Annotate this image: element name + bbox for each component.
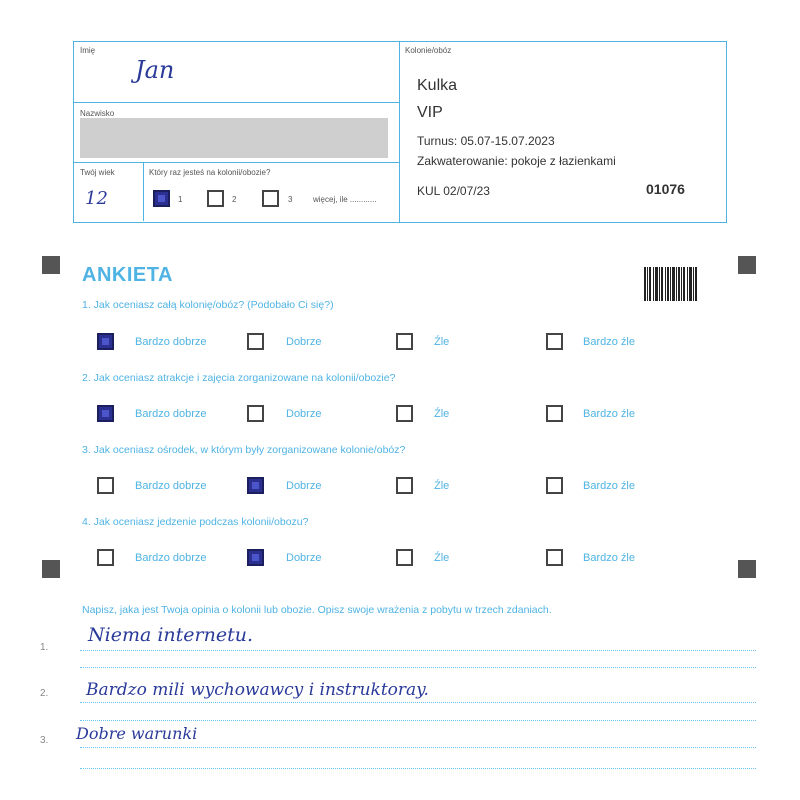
ktory-raz-label: Który raz jesteś na kolonii/obozie? xyxy=(149,168,271,177)
kolonie-label: Kolonie/obóz xyxy=(405,46,452,55)
q2-option-dobrze-label: Dobrze xyxy=(286,408,322,420)
q4-option-dobrze-checkbox[interactable] xyxy=(247,549,264,566)
q1-option-bardzo-zle-checkbox[interactable] xyxy=(546,333,563,350)
opinion-line-2-text[interactable]: Bardzo mili wychowawcy i instruktoray. xyxy=(86,680,429,700)
ktory-raz-checkbox-1[interactable] xyxy=(153,190,170,207)
header-divider-1 xyxy=(73,102,400,103)
q4-option-zle-label: Źle xyxy=(434,552,450,564)
wiek-label: Twój wiek xyxy=(80,168,115,177)
q3-option-bardzo-zle-label: Bardzo źle xyxy=(583,480,635,492)
q3-option-bardzo-dobrze-checkbox[interactable] xyxy=(97,477,114,494)
q4-option-zle-checkbox[interactable] xyxy=(396,549,413,566)
form-code: KUL 02/07/23 xyxy=(417,184,490,198)
nazwisko-redacted xyxy=(80,118,388,158)
q4-option-bardzo-dobrze-checkbox[interactable] xyxy=(97,549,114,566)
q1-option-zle-checkbox[interactable] xyxy=(396,333,413,350)
opinion-line-2-number: 2. xyxy=(40,688,49,699)
q2-option-bardzo-dobrze-checkbox[interactable] xyxy=(97,405,114,422)
imie-value[interactable]: Jan xyxy=(135,56,175,84)
ktory-raz-checkbox-2[interactable] xyxy=(207,190,224,207)
q4-option-bardzo-zle-label: Bardzo źle xyxy=(583,552,635,564)
header-divider-2 xyxy=(73,162,400,163)
ktory-raz-checkbox-3[interactable] xyxy=(262,190,279,207)
q1-option-dobrze-label: Dobrze xyxy=(286,336,322,348)
q1-option-bardzo-dobrze-label: Bardzo dobrze xyxy=(135,336,207,348)
imie-label: Imię xyxy=(80,46,96,55)
question-1-text: 1. Jak oceniasz całą kolonię/obóz? (Podobało Ci się?) xyxy=(82,299,334,311)
opinion-line-3-number: 3. xyxy=(40,735,49,746)
q2-option-dobrze-checkbox[interactable] xyxy=(247,405,264,422)
q1-option-zle-label: Źle xyxy=(434,336,450,348)
opinion-line-1-text[interactable]: Niema internetu. xyxy=(88,624,253,646)
opinion-line-3-text[interactable]: Dobre warunki xyxy=(76,724,198,743)
nazwisko-label: Nazwisko xyxy=(80,109,115,118)
q3-option-dobrze-label: Dobrze xyxy=(286,480,322,492)
q4-option-dobrze-label: Dobrze xyxy=(286,552,322,564)
opinion-line-2-rule xyxy=(80,702,756,703)
question-4-text: 4. Jak oceniasz jedzenie podczas kolonii/obozu? xyxy=(82,516,309,528)
opinion-line-1-number: 1. xyxy=(40,642,49,653)
opinion-line-1-rule-b xyxy=(80,667,756,668)
q3-option-zle-checkbox[interactable] xyxy=(396,477,413,494)
registration-mark-top-right xyxy=(738,256,756,274)
ktory-raz-option-2: 2 xyxy=(232,195,237,204)
barcode-icon xyxy=(644,267,698,301)
ktory-raz-option-3: 3 xyxy=(288,195,293,204)
opinion-line-2-rule-b xyxy=(80,720,756,721)
q2-option-bardzo-zle-label: Bardzo źle xyxy=(583,408,635,420)
wiek-value[interactable]: 12 xyxy=(85,188,108,209)
registration-mark-top-left xyxy=(42,256,60,274)
q2-option-zle-label: Źle xyxy=(434,408,450,420)
zakwaterowanie: Zakwaterowanie: pokoje z łazienkami xyxy=(417,154,616,168)
ktory-raz-option-1: 1 xyxy=(178,195,183,204)
opinion-line-3-rule-b xyxy=(80,768,756,769)
q2-option-bardzo-dobrze-label: Bardzo dobrze xyxy=(135,408,207,420)
camp-type: VIP xyxy=(417,104,443,121)
turnus: Turnus: 05.07-15.07.2023 xyxy=(417,134,555,148)
q1-option-dobrze-checkbox[interactable] xyxy=(247,333,264,350)
header-divider-3 xyxy=(143,162,144,221)
opinion-line-1-rule xyxy=(80,650,756,651)
q4-option-bardzo-dobrze-label: Bardzo dobrze xyxy=(135,552,207,564)
opinion-line-3-rule xyxy=(80,747,756,748)
q1-option-bardzo-zle-label: Bardzo źle xyxy=(583,336,635,348)
form-number: 01076 xyxy=(646,181,685,197)
q3-option-zle-label: Źle xyxy=(434,480,450,492)
q2-option-zle-checkbox[interactable] xyxy=(396,405,413,422)
header-divider-vertical xyxy=(399,41,400,222)
question-3-text: 3. Jak oceniasz ośrodek, w którym były zorganizowane kolonie/obóz? xyxy=(82,444,406,456)
survey-title: ANKIETA xyxy=(82,264,173,286)
question-2-text: 2. Jak oceniasz atrakcje i zajęcia zorganizowane na kolonii/obozie? xyxy=(82,372,396,384)
q3-option-bardzo-dobrze-label: Bardzo dobrze xyxy=(135,480,207,492)
q4-option-bardzo-zle-checkbox[interactable] xyxy=(546,549,563,566)
ktory-raz-more: więcej, ile ............ xyxy=(313,195,377,204)
q1-option-bardzo-dobrze-checkbox[interactable] xyxy=(97,333,114,350)
opinion-prompt: Napisz, jaka jest Twoja opinia o kolonii lub obozie. Opisz swoje wrażenia z pobytu w trzech zdaniach. xyxy=(82,604,552,616)
q3-option-dobrze-checkbox[interactable] xyxy=(247,477,264,494)
q2-option-bardzo-zle-checkbox[interactable] xyxy=(546,405,563,422)
q3-option-bardzo-zle-checkbox[interactable] xyxy=(546,477,563,494)
camp-name: Kulka xyxy=(417,77,458,94)
registration-mark-bottom-left xyxy=(42,560,60,578)
registration-mark-bottom-right xyxy=(738,560,756,578)
